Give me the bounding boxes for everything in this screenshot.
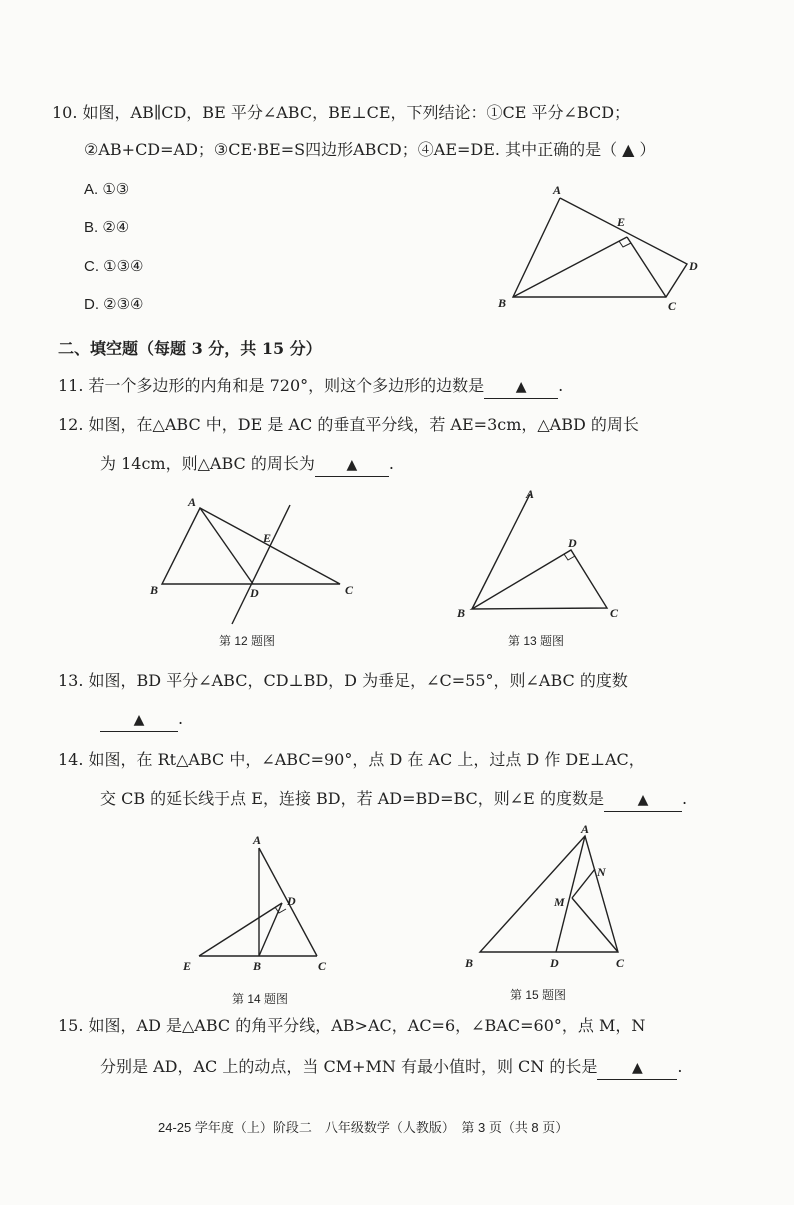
q12-label-b: B <box>150 583 159 597</box>
q14-blank-mark: ▲ <box>637 792 649 808</box>
q11-end: . <box>558 376 564 395</box>
q11-text: 11. 若一个多边形的内角和是 720°，则这个多边形的边数是 <box>58 376 485 395</box>
q12-line2 <box>100 453 394 477</box>
q10-option-c: C. ①③④ <box>84 258 144 275</box>
q15-label-c: C <box>616 956 625 970</box>
q10-label-d: D <box>689 259 698 273</box>
q15-line2 <box>100 1056 682 1080</box>
q15-blank-mark: ▲ <box>631 1060 643 1076</box>
q10-line1: 10. 如图，AB∥CD，BE 平分∠ABC，BE⊥CE，下列结论：①CE 平分∠BCD； <box>52 103 631 122</box>
q13-caption: 第 13 题图 <box>508 634 565 648</box>
q15-line2-text: 分别是 AD，AC 上的动点，当 CM+MN 有最小值时，则 CN 的长是 <box>100 1057 598 1076</box>
q15-label-a: A <box>581 822 590 836</box>
q13-figure <box>450 482 630 627</box>
q13-label-c: C <box>610 606 619 620</box>
q14-label-e: E <box>183 959 192 973</box>
q12-triangle-abc <box>162 508 340 584</box>
q11-answer-blank <box>484 375 558 399</box>
q10-right-angle-mark <box>619 241 631 247</box>
q12-perpendicular-bisector <box>232 505 290 624</box>
q15-segment-cm <box>572 898 618 952</box>
q13-label-d: D <box>568 536 577 550</box>
q10-label-e: E <box>617 215 626 229</box>
q13-end: . <box>178 709 184 728</box>
section-fill-in-title: 二、填空题（每题 3 分，共 15 分） <box>58 339 322 358</box>
q15-line1: 15. 如图，AD 是△ABC 的角平分线，AB>AC，AC=6，∠BAC=60°，点 M，N <box>58 1016 646 1035</box>
q10-segment-be <box>513 237 627 297</box>
q10-label-c: C <box>668 299 677 313</box>
q11-blank-mark: ▲ <box>515 379 527 395</box>
q12-label-a: A <box>188 495 197 509</box>
q13-blank-mark: ▲ <box>133 712 145 728</box>
q13-line1: 13. 如图，BD 平分∠ABC，CD⊥BD，D 为垂足，∠C=55°，则∠ABC 的度数 <box>58 671 628 690</box>
q10-quad-outline <box>513 198 687 297</box>
q15-caption: 第 15 题图 <box>510 988 567 1002</box>
q12-caption: 第 12 题图 <box>219 634 276 648</box>
q14-segment-ed <box>199 903 282 956</box>
q14-line2 <box>100 788 687 812</box>
q10-label-a: A <box>553 183 562 197</box>
q15-end: . <box>677 1057 683 1076</box>
q10-option-d: D. ②③④ <box>84 296 144 313</box>
q15-label-n: N <box>597 865 606 879</box>
q14-figure <box>175 830 340 980</box>
q15-figure <box>460 822 635 972</box>
q12-figure <box>140 490 370 630</box>
q14-line1: 14. 如图，在 Rt△ABC 中，∠ABC=90°，点 D 在 AC 上，过点 D 作 DE⊥AC， <box>58 750 645 769</box>
q12-line2-text: 为 14cm，则△ABC 的周长为 <box>100 454 315 473</box>
q13-triangle-bdc <box>472 550 607 609</box>
q12-segment-ad <box>200 508 253 584</box>
q12-label-e: E <box>263 531 272 545</box>
q12-end: . <box>388 454 394 473</box>
q14-label-c: C <box>318 959 327 973</box>
q14-label-b: B <box>253 959 262 973</box>
q14-label-a: A <box>253 833 262 847</box>
q15-label-d: D <box>550 956 559 970</box>
q13-label-b: B <box>457 606 466 620</box>
q10-line2: ②AB+CD=AD；③CE·BE=S四边形ABCD；④AE=DE. 其中正确的是（ ▲ ） <box>84 140 656 159</box>
page-footer: 24-25 学年度（上）阶段二 八年级数学（人教版） 第 3 页（共 8 页） <box>158 1120 569 1135</box>
q12-label-d: D <box>250 586 259 600</box>
q10-option-b: B. ②④ <box>84 219 130 236</box>
q10-segment-ce <box>627 237 666 297</box>
q10-option-a: A. ①③ <box>84 181 130 198</box>
q10-label-b: B <box>498 296 507 310</box>
q15-answer-blank <box>597 1056 677 1080</box>
q13-label-a: A <box>526 487 535 501</box>
q12-label-c: C <box>345 583 354 597</box>
q12-blank-mark: ▲ <box>346 457 358 473</box>
q13-line2 <box>100 708 183 732</box>
q15-label-b: B <box>465 956 474 970</box>
q14-caption: 第 14 题图 <box>232 992 289 1006</box>
q14-answer-blank <box>604 788 682 812</box>
q13-answer-blank <box>100 708 178 732</box>
q15-label-m: M <box>554 895 565 909</box>
q14-line2-text: 交 CB 的延长线于点 E，连接 BD，若 AD=BD=BC，则∠E 的度数是 <box>100 789 604 808</box>
q12-answer-blank <box>315 453 389 477</box>
q10-figure <box>490 180 720 315</box>
q11-line <box>58 375 563 399</box>
q12-line1: 12. 如图，在△ABC 中，DE 是 AC 的垂直平分线，若 AE=3cm，△ABD 的周长 <box>58 415 639 434</box>
q15-segment-ad <box>556 836 585 952</box>
q15-triangle-abc <box>480 836 618 952</box>
q14-label-d: D <box>287 894 296 908</box>
q14-end: . <box>681 789 688 808</box>
